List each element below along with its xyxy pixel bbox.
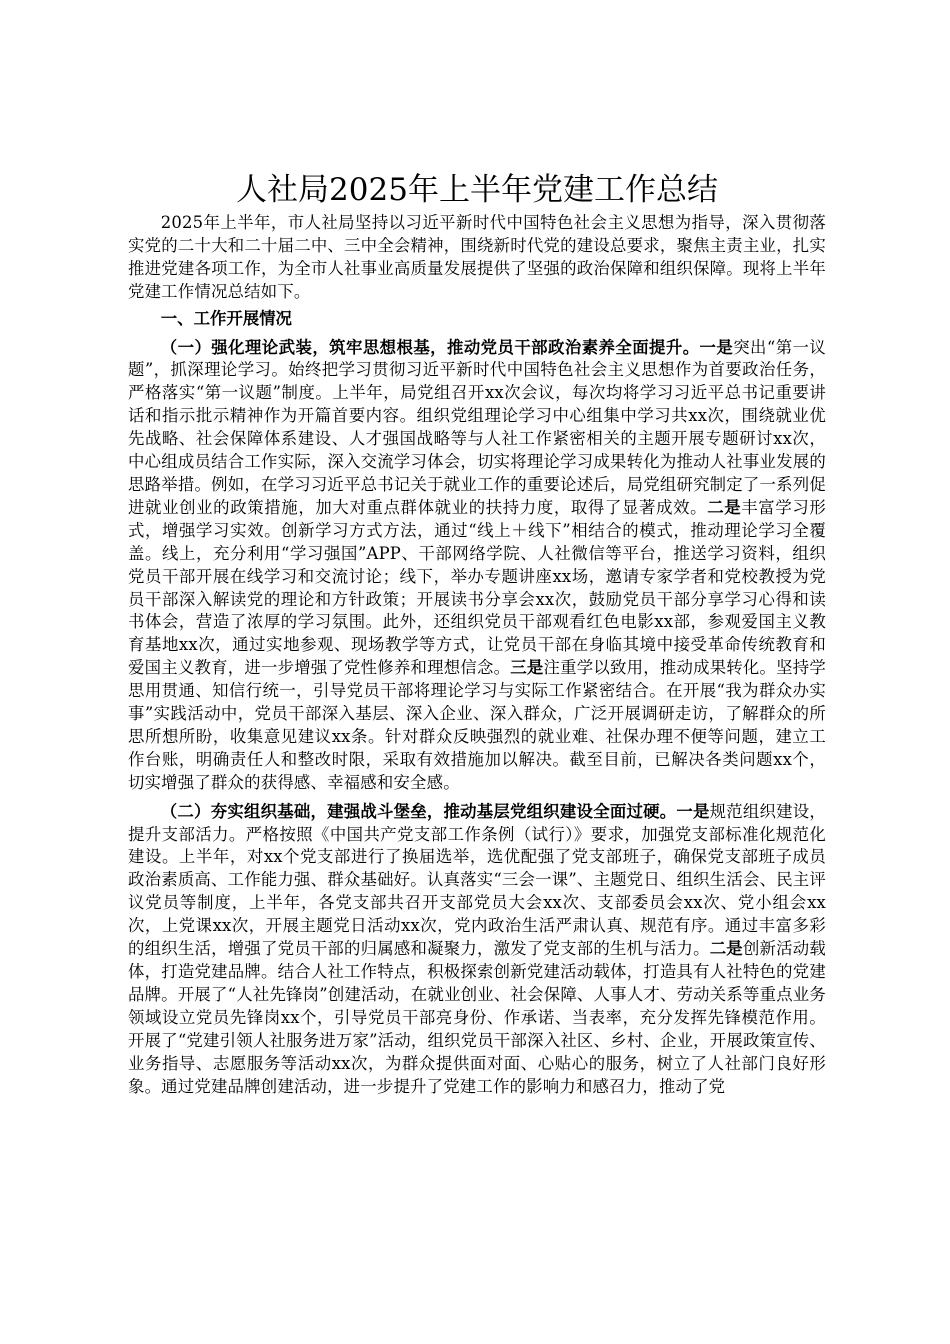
point-marker: 二是 <box>709 939 743 959</box>
paragraph-theory <box>128 337 826 795</box>
paragraph-lead: （二）夯实组织基础，建强战斗堡垒，推动基层党组织建设全面过硬。一是 <box>160 801 710 821</box>
document-page <box>128 168 826 1098</box>
paragraph-text: 规范组织建设，提升支部活力。严格按照《中国共产党支部工作条例（试行）》要求，加强党支部标准化规范化建设。上半年，对xx个党支部进行了换届选举，选优配强了党支部班子，确保党支部班子成员政治素质高、工作能力强、群众基础好。认真落实“三会一课”、主题党日、组织生活会、民主评议党员等制度，上半年，各党支部共召开支部党员大会xx次、支部委员会xx次、党小组会xx次，上党课xx次，开展主题党日活动xx次，党内政治生活严肃认真、规范有序。通过丰富多彩的组织生活，增强了党员干部的归属感和凝聚力，激发了党支部的生机与活力。 <box>128 801 826 959</box>
paragraph-text: 创新活动载体，打造党建品牌。结合人社工作特点，积极探索创新党建活动载体，打造具有人社特色的党建品牌。开展了“人社先锋岗”创建活动，在就业创业、社会保障、人事人才、劳动关系等重点业务领域设立党员先锋岗xx个，引导党员干部亮身份、作承诺、当表率，充分发挥先锋模范作用。开展了“党建引领人社服务进万家”活动，组织党员干部深入社区、乡村、企业，开展政策宣传、业务指导、志愿服务等活动xx次，为群众提供面对面、心贴心的服务，树立了人社部门良好形象。通过党建品牌创建活动，进一步提升了党建工作的影响力和感召力，推动了党 <box>128 939 827 1096</box>
paragraph-organization <box>128 801 826 1099</box>
point-marker: 三是 <box>510 658 544 678</box>
section-heading: 一、工作开展情况 <box>160 308 292 328</box>
document-title: 人社局2025年上半年党建工作总结 <box>236 172 718 208</box>
paragraph-text: 注重学以致用，推动成果转化。坚持学思用贯通、知信行统一，引导党员干部将理论学习与实际工作紧密结合。在开展“我为群众办实事”实践活动中，党员干部深入基层、深入企业、深入群众，广泛开展调研走访，了解群众的所思所想所盼，收集意见建议xx条。针对群众反映强烈的就业难、社保办理不便等问题，建立工作台账，明确责任人和整改时限，采取有效措施加以解决。截至目前，已解决各类问题xx个，切实增强了群众的获得感、幸福感和安全感。 <box>128 658 826 792</box>
paragraph-text: 突出“第一议题”，抓深理论学习。始终把学习贯彻习近平新时代中国特色社会主义思想作为首要政治任务，严格落实“第一议题”制度。上半年，局党组召开xx次会议，每次均将学习习近平总书记重要讲话和指示批示精神作为开篇首要内容。组织党组理论学习中心组集中学习共xx次，围绕就业优先战略、社会保障体系建设、人才强国战略等与人社工作紧密相关的主题开展专题研讨xx次，中心组成员结合工作实际，深入交流学习体会，切实将理论学习成果转化为推动人社事业发展的思路举措。例如，在学习习近平总书记关于就业工作的重要论述后，局党组研究制定了一系列促进就业创业的政策措施，加大对重点群体就业的扶持力度，取得了显著成效。 <box>128 337 826 517</box>
point-marker: 二是 <box>707 497 742 517</box>
paragraph-lead: （一）强化理论武装，筑牢思想根基，推动党员干部政治素养全面提升。一是 <box>160 337 734 357</box>
intro-paragraph: 2025年上半年，市人社局坚持以习近平新时代中国特色社会主义思想为指导，深入贯彻落实党的二十大和二十届二中、三中全会精神，围绕新时代党的建设总要求，聚焦主责主业，扎实推进党建各项工作，为全市人社事业高质量发展提供了坚强的政治保障和组织保障。现将上半年党建工作情况总结如下。 <box>128 213 826 301</box>
paragraph-text: 丰富学习形式，增强学习实效。创新学习方式方法，通过“线上＋线下”相结合的模式，推动理论学习全覆盖。线上，充分利用“学习强国”APP、干部网络学院、人社微信等平台，推送学习资料，组织党员干部开展在线学习和交流讨论；线下，举办专题讲座xx场，邀请专家学者和党校教授为党员干部深入解读党的理论和方针政策；开展读书分享会xx次，鼓励党员干部分享学习心得和读书体会，营造了浓厚的学习氛围。此外，还组织党员干部观看红色电影xx部，参观爱国主义教育基地xx次，通过实地参观、现场教学等方式，让党员干部在身临其境中接受革命传统教育和爱国主义教育，进一步增强了党性修养和理想信念。 <box>128 497 826 678</box>
